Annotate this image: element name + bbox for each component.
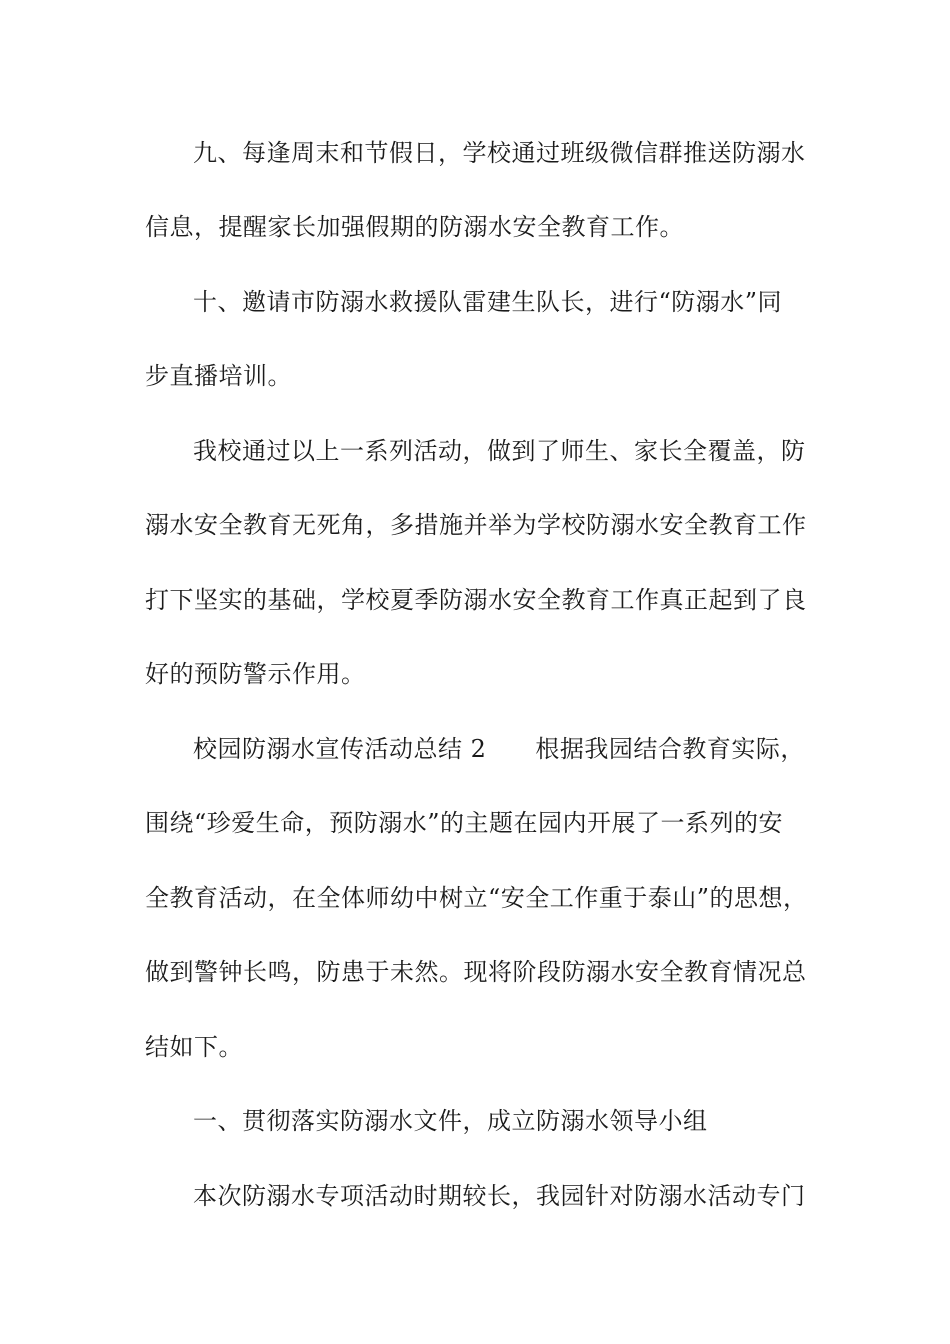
paragraph-line: 本次防溺水专项活动时期较长，我园针对防溺水活动专门 xyxy=(193,1182,806,1210)
paragraph-line: 步直播培训。 xyxy=(145,362,292,390)
paragraph-line: 九、每逢周末和节假日，学校通过班级微信群推送防溺水 xyxy=(193,139,806,167)
paragraph-line: 全教育活动，在全体师幼中树立“安全工作重于泰山”的思想， xyxy=(145,884,808,912)
section-heading-line: 校园防溺水宣传活动总结 2 根据我园结合教育实际， xyxy=(193,735,805,763)
paragraph-line: 信息，提醒家长加强假期的防溺水安全教育工作。 xyxy=(145,213,684,241)
paragraph-line: 打下坚实的基础，学校夏季防溺水安全教育工作真正起到了良 xyxy=(145,586,807,614)
paragraph-line: 结如下。 xyxy=(145,1033,243,1061)
paragraph-line: 溺水安全教育无死角，多措施并举为学校防溺水安全教育工作 xyxy=(145,511,807,539)
subheading-line: 一、贯彻落实防溺水文件，成立防溺水领导小组 xyxy=(193,1107,708,1135)
paragraph-line: 做到警钟长鸣，防患于未然。现将阶段防溺水安全教育情况总 xyxy=(145,958,807,986)
paragraph-line: 十、邀请市防溺水救援队雷建生队长，进行“防溺水”同 xyxy=(193,288,783,316)
paragraph-line: 围绕“珍爱生命，预防溺水”的主题在园内开展了一系列的安 xyxy=(145,809,784,837)
paragraph-line: 我校通过以上一系列活动，做到了师生、家长全覆盖，防 xyxy=(193,437,806,465)
paragraph-line: 好的预防警示作用。 xyxy=(145,660,366,688)
